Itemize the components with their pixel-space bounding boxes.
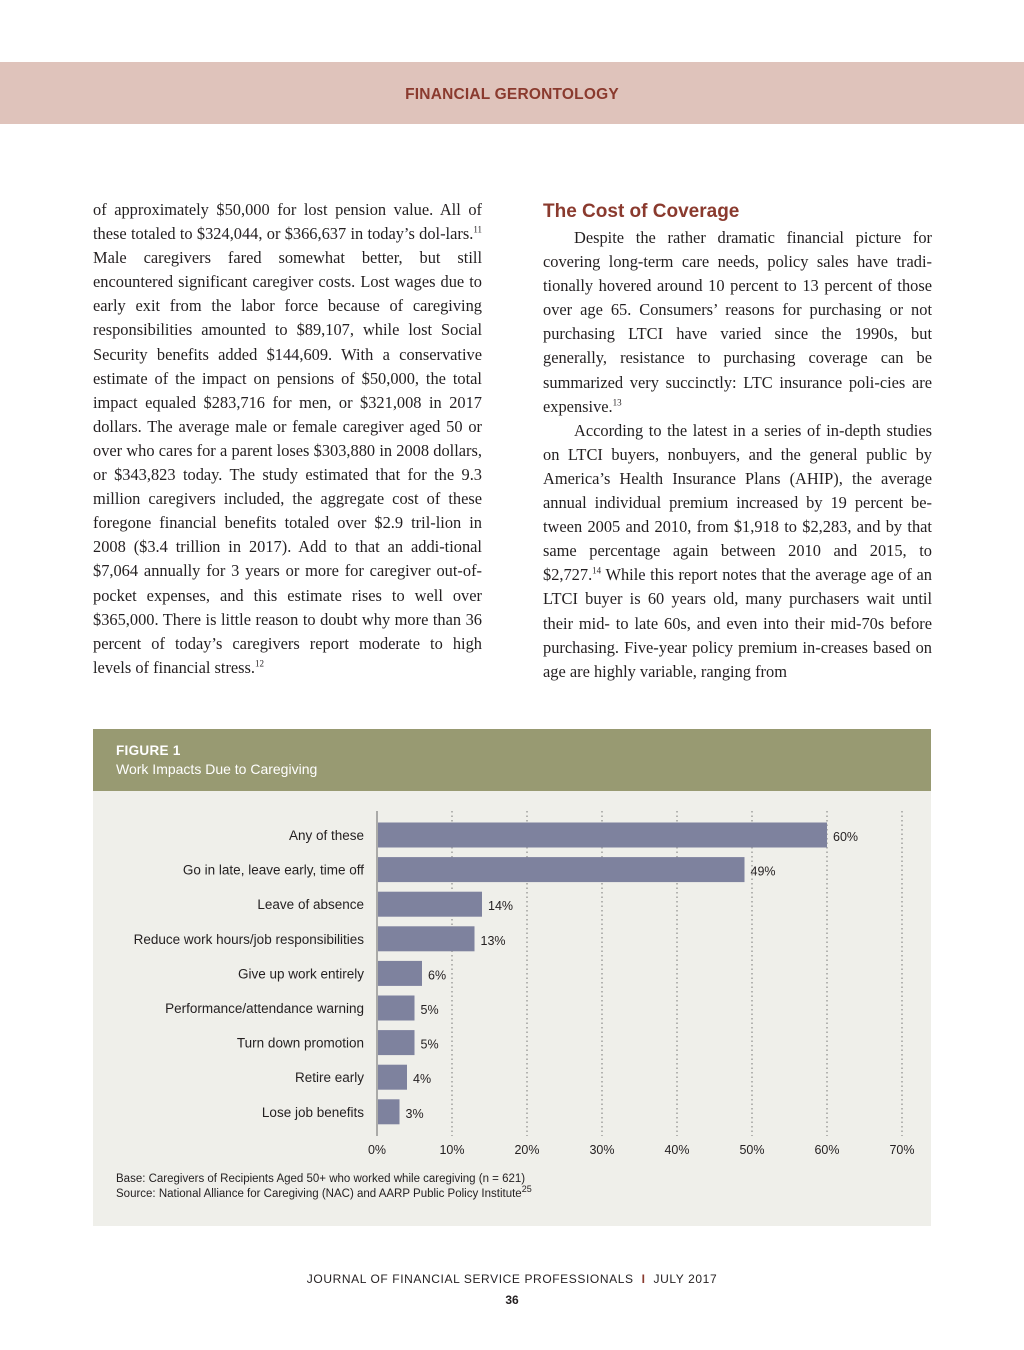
data-label: 5% (420, 1037, 439, 1052)
x-tick-label: 60% (814, 1143, 840, 1157)
bar (378, 926, 475, 951)
running-header: FINANCIAL GERONTOLOGY (405, 86, 619, 103)
data-label: 5% (420, 1003, 439, 1017)
x-tick-label: 30% (589, 1143, 615, 1157)
bar-chart (93, 729, 931, 1226)
footnote-ref: 12 (255, 658, 265, 669)
journal-name: JOURNAL OF FINANCIAL SERVICE PROFESSIONALS (306, 1272, 634, 1286)
bar (378, 1099, 400, 1124)
data-label: 60% (833, 830, 859, 844)
right-paragraph-1 (543, 226, 932, 419)
footnote-ref: 13 (612, 397, 622, 408)
category-label: Give up work entirely (237, 966, 364, 982)
category-label: Performance/attendance warning (165, 1001, 364, 1016)
category-label: Turn down promotion (236, 1035, 364, 1051)
left-paragraph-text-b: Male caregivers fared somewhat better, but still encountered significant caregiver costs. Lost wages due to early exit from the labor force because of caregiving responsibilities amounted to $89,107, while lost Social Security benefits added $144,609. With a conservative estimate of the impact on pensions of $50,000, the total impact equaled $283,716 for men, or $321,008 in 2017 dollars. The average male or female caregiver aged 50 or over who cares for a parent loses $303,880 in 2008 dollars, or $343,823 today. The study estimated that for the 9.3 million caregivers included, the aggregate cost of these foregone financial benefits totaled over $2.9 tril-lion in 2008 ($3.4 trillion in 2017). Add to that an addi-tional $7,064 annually for 3 years or more for caregiver out-of-pocket expenses, and this estimate rises to well over $365,000. There is little reason to doubt why more than 36 percent of today’s caregivers report moderate to high levels of financial stress. (93, 248, 482, 677)
category-label: Leave of absence (257, 897, 364, 913)
source-note (116, 1184, 916, 1202)
x-tick-label: 40% (664, 1143, 690, 1157)
footer-separator: I (641, 1272, 646, 1286)
source-note-text: Source: National Alliance for Caregiving (NAC) and AARP Public Policy Institute (116, 1188, 522, 1200)
base-note: Base: Caregivers of Recipients Aged 50+ who worked while caregiving (n = 621) (116, 1173, 526, 1185)
footnote-ref: 25 (521, 1184, 532, 1195)
data-label: 13% (480, 933, 506, 948)
x-tick-label: 0% (367, 1143, 387, 1157)
data-label: 14% (488, 899, 514, 914)
right-paragraph-2-text-b: While this report notes that the average age of an LTCI buyer is 60 years old, many purchasers wait until their mid- to late 60s, and even into their mid-70s before purchasing. Five-year policy premium in-creases based on age are highly variable, ranging from (543, 565, 932, 681)
bar (378, 1065, 407, 1090)
right-paragraph-1-text: Despite the rather dramatic financial picture for covering long-term care needs, policy sales have tradi-tionally hovered around 10 percent to 13 percent of those over age 65. Consumers’ reasons for purchasing or not purchasing LTCI have varied since the 1990s, but generally, resistance to purchasing coverage can be summarized very succinctly: LTC insurance poli-cies are expensive. (543, 228, 932, 416)
data-label: 3% (405, 1106, 424, 1121)
x-tick-label: 10% (439, 1143, 465, 1157)
left-paragraph (93, 198, 482, 680)
footnote-ref: 11 (473, 224, 482, 235)
bar (378, 857, 745, 882)
data-label: 49% (750, 864, 776, 879)
category-label: Retire early (294, 1070, 364, 1086)
x-tick-label: 50% (739, 1143, 765, 1157)
bar (378, 1030, 415, 1055)
footnote-ref: 14 (592, 565, 602, 576)
figure-title: Work Impacts Due to Caregiving (116, 761, 318, 777)
right-column (543, 198, 932, 684)
figure-1 (93, 729, 931, 1226)
issue-date: JULY 2017 (653, 1272, 718, 1286)
right-paragraph-2-text-a: According to the latest in a series of in-depth studies on LTCI buyers, nonbuyers, and the general public by America’s Health Insurance Plans (AHIP), the average annual individual premium increased by 19 percent be-tween 2005 and 2010, from $1,918 to $2,283, and by that same percentage again between 2010 and 2015, to $2,727. (543, 420, 932, 585)
figure-label: FIGURE 1 (116, 743, 181, 758)
left-column (93, 198, 482, 680)
x-tick-label: 20% (514, 1143, 540, 1157)
category-label: Any of these (288, 828, 364, 843)
category-label: Reduce work hours/job responsibilities (133, 931, 364, 947)
x-tick-label: 70% (889, 1143, 915, 1157)
category-label: Lose job benefits (261, 1104, 364, 1120)
footer (0, 1272, 1024, 1286)
figure-notes (116, 1172, 916, 1202)
right-paragraph-2 (543, 419, 932, 684)
bar (378, 996, 415, 1021)
page-number: 36 (505, 1293, 519, 1307)
category-label: Go in late, leave early, time off (182, 862, 364, 878)
data-label: 6% (428, 968, 447, 983)
left-paragraph-text-a: of approximately $50,000 for lost pension value. All of these totaled to $324,044, or $366,637 in today’s dol-lars. (93, 200, 482, 244)
bar (378, 823, 827, 848)
section-heading: The Cost of Coverage (543, 201, 740, 222)
data-label: 4% (413, 1072, 432, 1087)
bar (378, 961, 422, 986)
bar (378, 892, 482, 917)
